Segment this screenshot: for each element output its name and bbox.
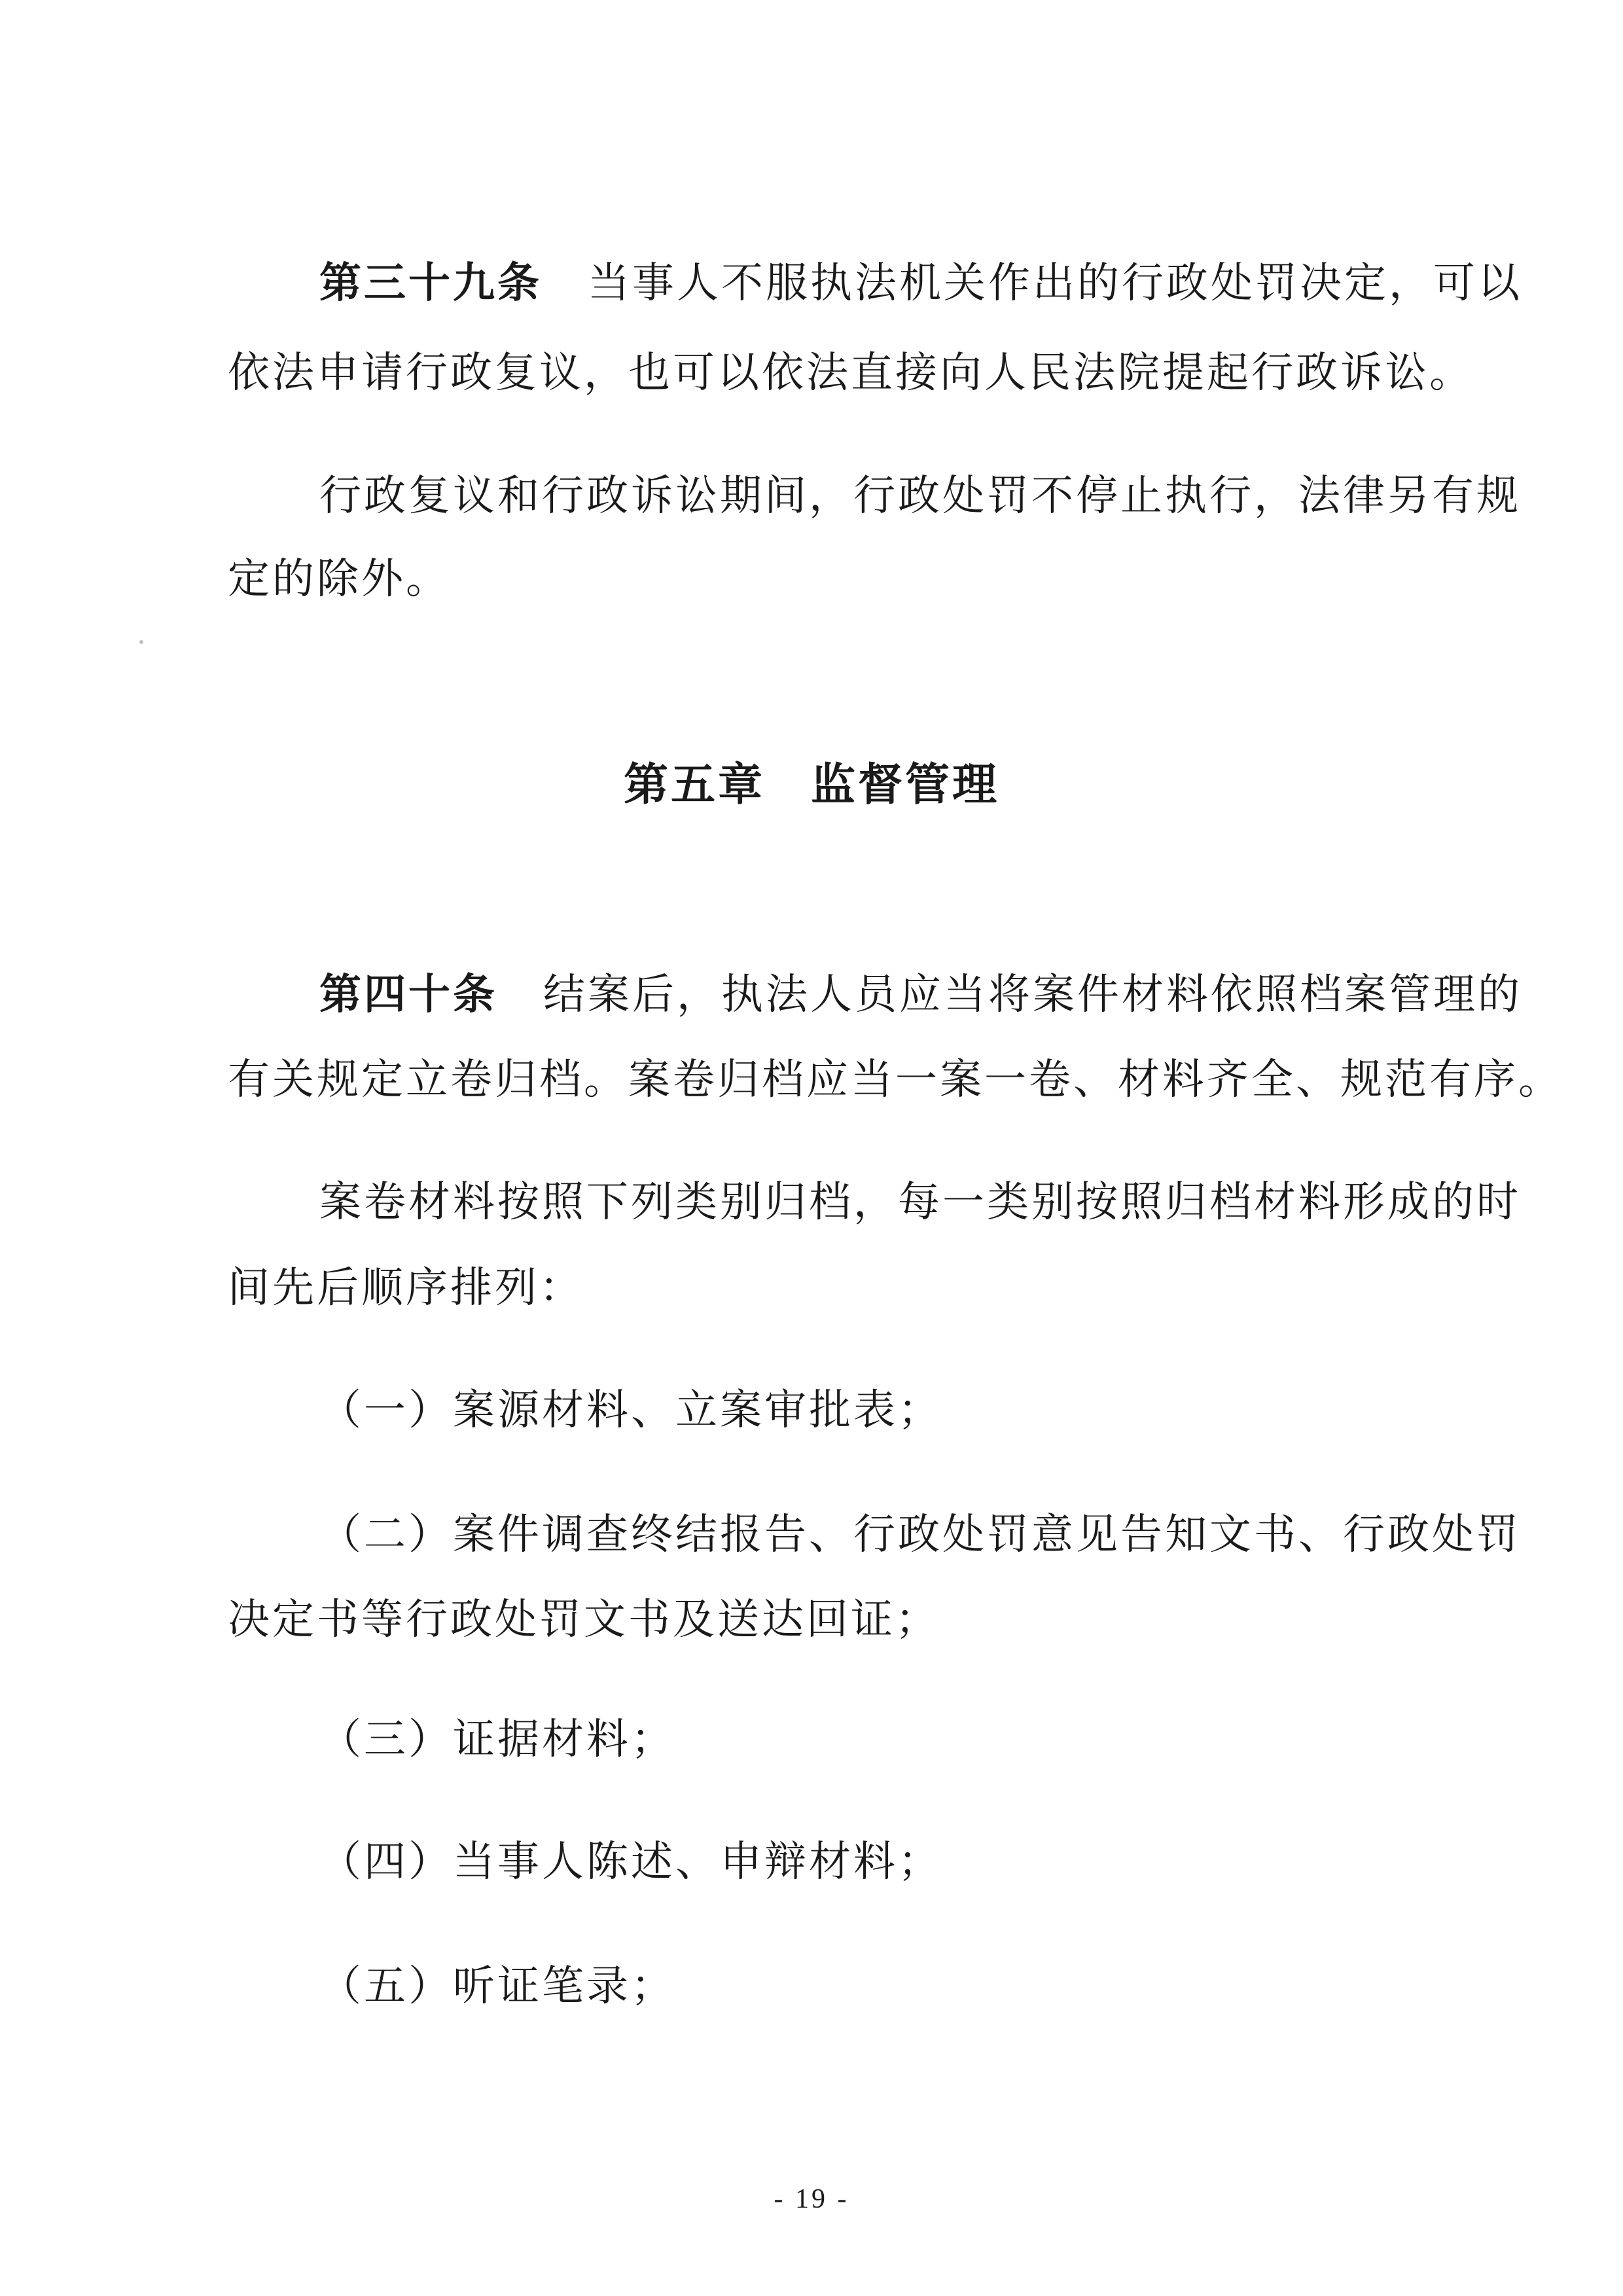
article-39-text-line2: 依法申请行政复议，也可以依法直接向人民法院提起行政诉讼。: [228, 349, 1474, 397]
article-39-para2-line1: 行政复议和行政诉讼期间，行政处罚不停止执行，法律另有规: [319, 472, 1521, 520]
article-40-text-line1: 结案后，执法人员应当将案件材料依照档案管理的: [543, 971, 1522, 1019]
article-39-text-line1: 当事人不服执法机关作出的行政处罚决定，可以: [588, 259, 1522, 308]
list-item-2-line1: （二）案件调查终结报告、行政处罚意见告知文书、行政处罚: [319, 1511, 1521, 1559]
page-number: - 19 -: [774, 2184, 849, 2214]
article-39-number: 第三十九条: [319, 259, 542, 308]
list-item-3: （三）证据材料；: [319, 1715, 675, 1764]
scan-speck: [139, 640, 143, 644]
list-item-2-line2: 决定书等行政处罚文书及送达回证；: [228, 1596, 940, 1644]
article-40-number: 第四十条: [319, 971, 497, 1019]
article-39-para2-line2: 定的除外。: [228, 555, 450, 603]
list-item-1: （一）案源材料、立案审批表；: [319, 1386, 942, 1435]
list-item-5: （五）听证笔录；: [319, 1962, 675, 2011]
chapter-title: 监督管理: [811, 759, 1000, 811]
chapter-heading: [0, 756, 1623, 815]
article-40-para2-line2: 间先后顺序排列：: [228, 1264, 584, 1312]
chapter-number: 第五章: [623, 759, 765, 811]
list-item-4: （四）当事人陈述、申辩材料；: [319, 1838, 942, 1886]
article-40-first-line: [319, 969, 1530, 1021]
article-39-first-line: [319, 257, 1530, 310]
article-40-para2-line1: 案卷材料按照下列类别归档，每一类别按照归档材料形成的时: [319, 1178, 1521, 1227]
article-40-text-line2: 有关规定立卷归档。案卷归档应当一案一卷、材料齐全、规范有序。: [228, 1056, 1563, 1104]
